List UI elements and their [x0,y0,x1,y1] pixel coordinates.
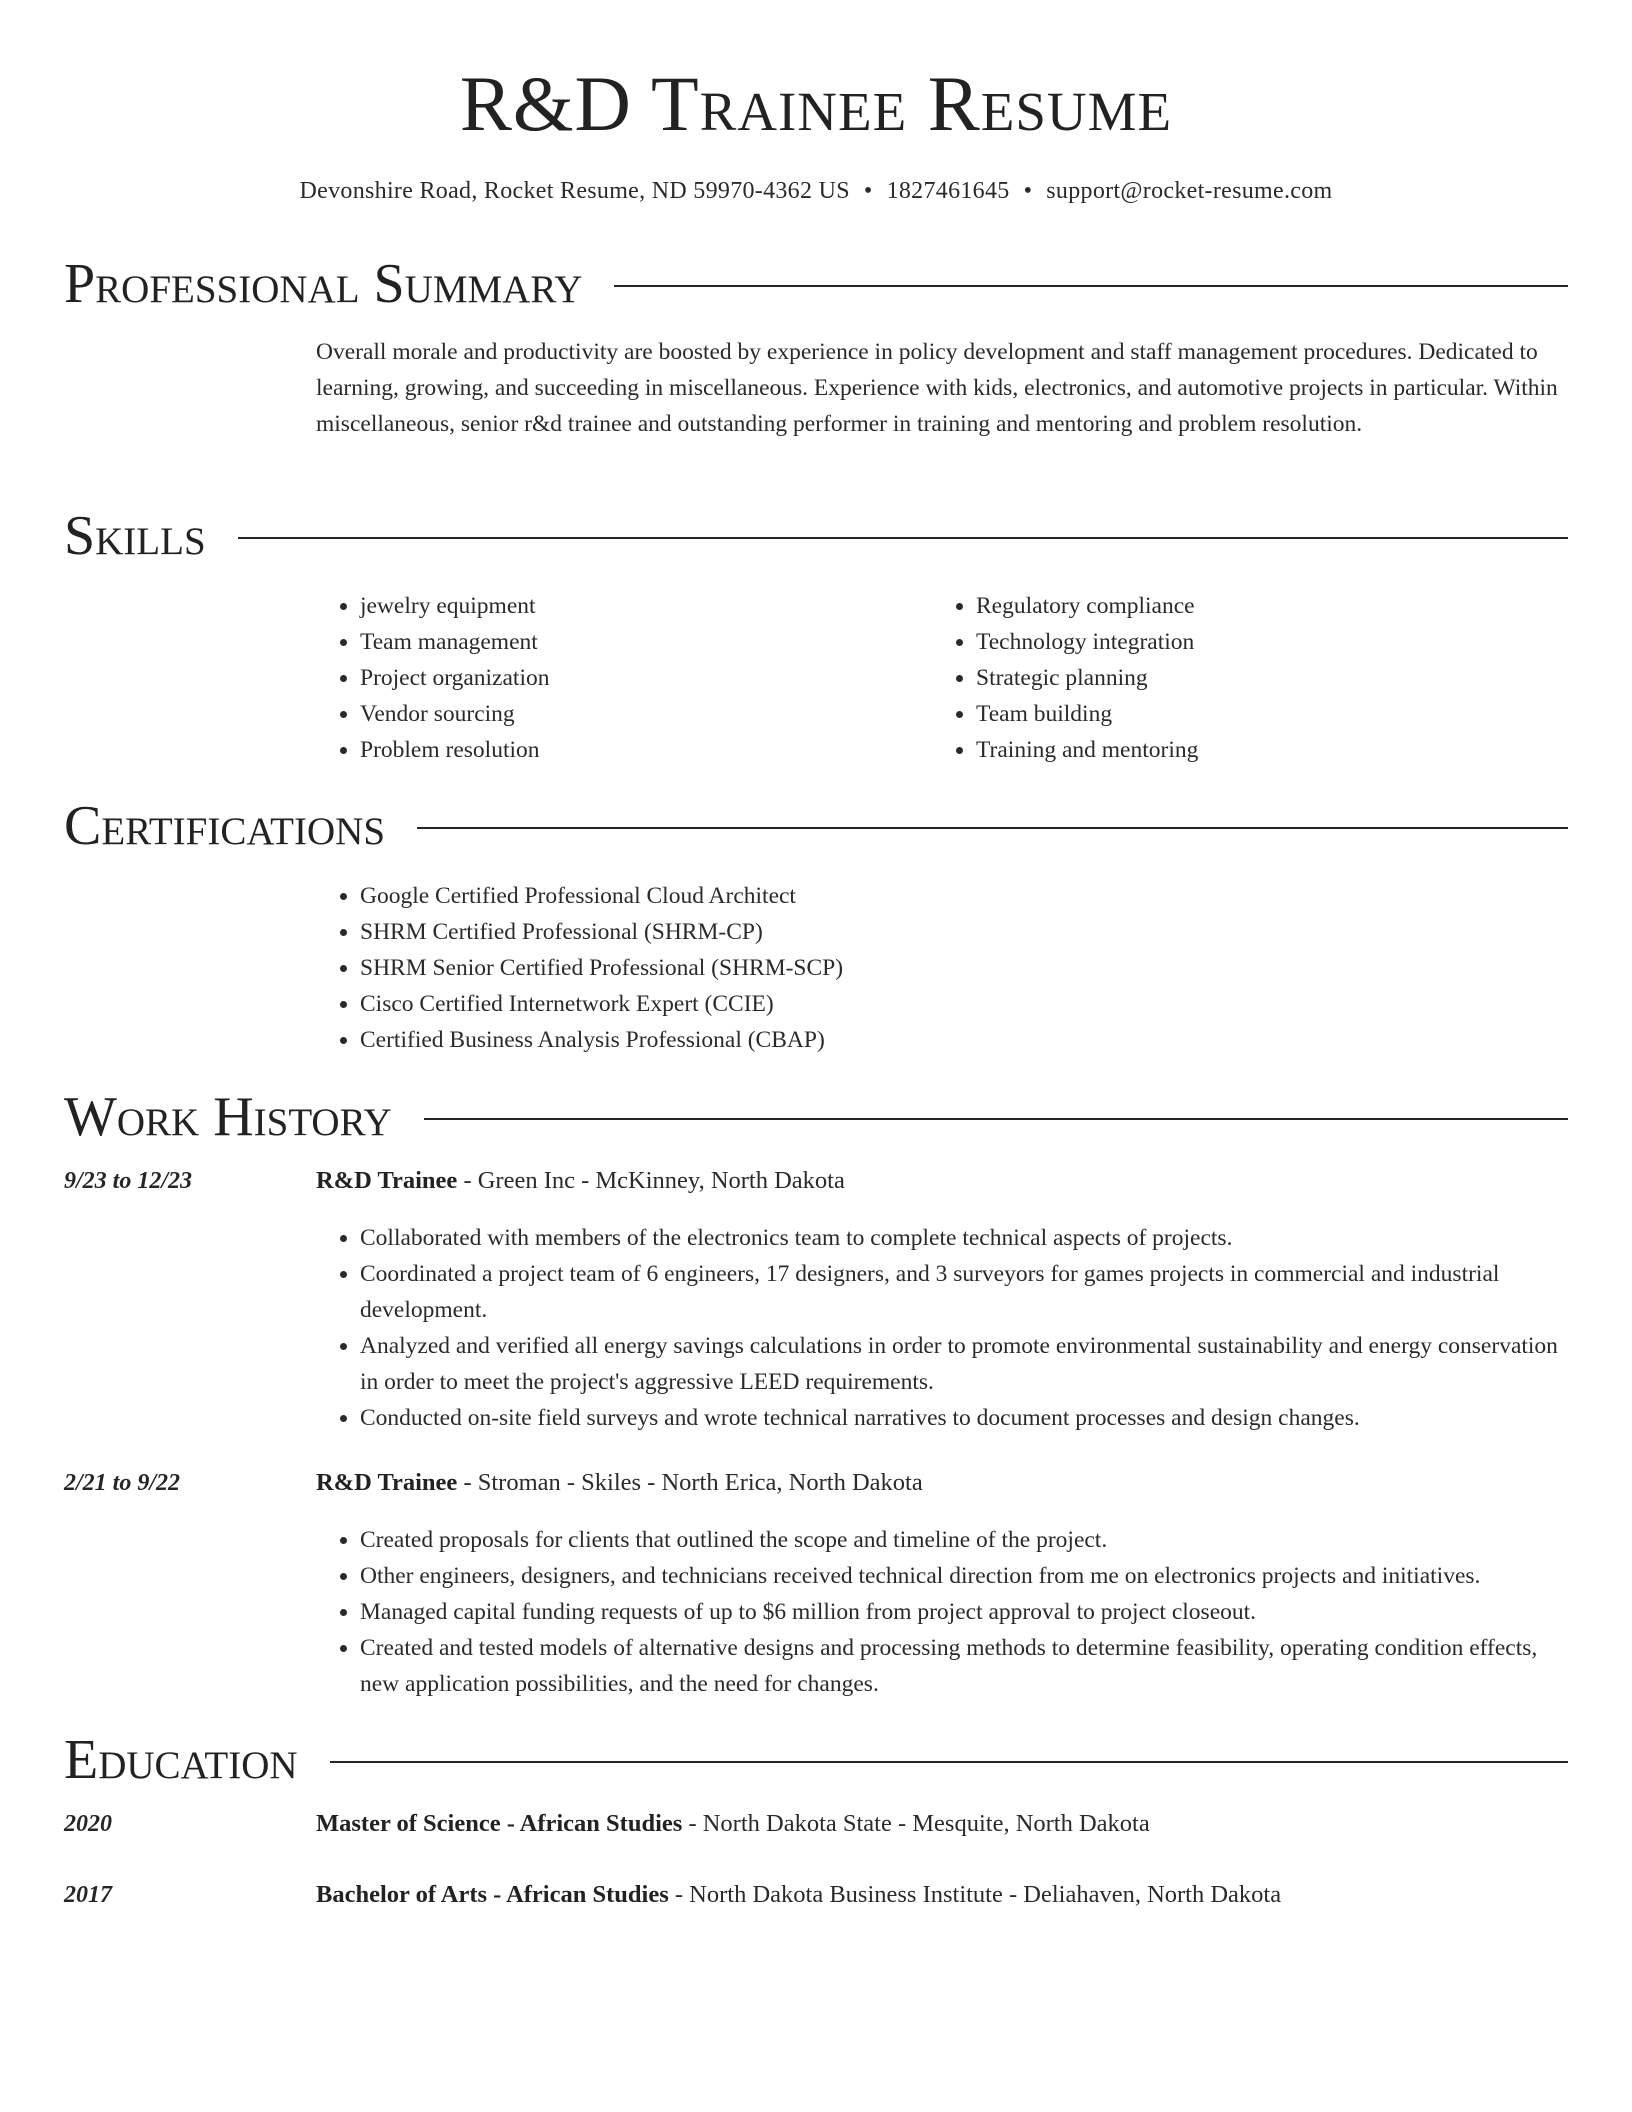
resume-title: R&D Trainee Resume [459,60,1173,147]
section-title: Skills [64,505,206,567]
certification-item: • Google Certified Professional Cloud Architect [360,878,1316,914]
education-year: 2020 [64,1811,112,1837]
section-title: Certifications [64,795,386,857]
job-dates: 2/21 to 9/22 [64,1470,181,1496]
school-location: - North Dakota Business Institute - Deliahaven, North Dakota [668,1881,1282,1908]
education-year: 2017 [64,1882,112,1908]
education-entry [316,1808,1568,1840]
certifications-section-header [64,794,1568,858]
job-bullet: • Conducted on-site field surveys and wrote technical narratives to document processes and design changes. [360,1400,1568,1436]
section-divider [614,285,1568,287]
job-bullet: • Coordinated a project team of 6 engineers, 17 designers, and 3 surveyors for games projects in commercial and industrial development. [360,1256,1568,1328]
job-bullet: • Collaborated with members of the electronics team to complete technical aspects of projects. [360,1220,1568,1256]
skill-item: • Project organization [360,660,876,696]
certification-item: • SHRM Certified Professional (SHRM-CP) [360,914,1316,950]
skill-item: • Vendor sourcing [360,696,876,732]
job-bullets [316,1220,1568,1436]
job-heading [316,1467,1568,1499]
summary-section-header [64,252,1568,316]
separator: • [863,178,873,204]
skill-item: • Problem resolution [360,732,876,768]
job-bullet: • Created and tested models of alternative designs and processing methods to determine feasibility, operating condition effects, new application possibilities, and the need for changes. [360,1630,1568,1702]
skill-item: • Team management [360,624,876,660]
degree: Bachelor of Arts - African Studies [316,1881,669,1908]
skills-column-right [932,588,1492,768]
email: support@rocket-resume.com [1046,178,1333,204]
summary-text: Overall morale and productivity are boosted by experience in policy development and staff management procedures. Dedicated to learning, growing, and succeeding in miscellaneous. Experience with kids, electronics, and automotive projects in particular. Within miscellaneous, senior r&d trainee and outstanding performer in training and mentoring and problem resolution. [316,339,1558,437]
section-title: Education [64,1729,298,1791]
section-divider [424,1118,1568,1120]
job-bullet: • Other engineers, designers, and technicians received technical direction from me on electronics projects and initiatives. [360,1558,1568,1594]
job-company-location: - Green Inc - McKinney, North Dakota [457,1167,845,1194]
job-bullets [316,1522,1568,1702]
job-bullet: • Analyzed and verified all energy savings calculations in order to promote environmental sustainability and energy conservation in order to meet the project's aggressive LEED requirements. [360,1328,1568,1400]
education-entry [316,1879,1568,1911]
school-location: - North Dakota State - Mesquite, North Dakota [682,1810,1150,1837]
section-divider [238,537,1568,539]
job-bullet: • Created proposals for clients that outlined the scope and timeline of the project. [360,1522,1568,1558]
certification-item: • Cisco Certified Internetwork Expert (CCIE) [360,986,1316,1022]
skill-item: • Strategic planning [976,660,1492,696]
skill-item: • Technology integration [976,624,1492,660]
work-history-section-header [64,1085,1568,1149]
section-divider [417,827,1568,829]
education-section-header [64,1728,1568,1792]
certifications-list [316,878,1316,1058]
skill-item: • Team building [976,696,1492,732]
skill-item: • jewelry equipment [360,588,876,624]
job-bullet: • Managed capital funding requests of up to $6 million from project approval to project closeout. [360,1594,1568,1630]
phone: 1827461645 [886,178,1010,204]
job-heading [316,1165,1568,1197]
section-title: Work History [64,1086,392,1148]
separator: • [1023,178,1033,204]
skill-item: • Regulatory compliance [976,588,1492,624]
contact-line [0,176,1632,206]
certification-item: • SHRM Senior Certified Professional (SHRM-SCP) [360,950,1316,986]
degree: Master of Science - African Studies [316,1810,683,1837]
job-title: R&D Trainee [316,1469,458,1496]
skill-item: • Training and mentoring [976,732,1492,768]
skills-column-left [316,588,876,768]
address: Devonshire Road, Rocket Resume, ND 59970-4362 US [299,178,850,204]
skills-section-header [64,504,1568,568]
section-divider [330,1761,1568,1763]
certification-item: • Certified Business Analysis Professional (CBAP) [360,1022,1316,1058]
job-company-location: - Stroman - Skiles - North Erica, North Dakota [457,1469,923,1496]
section-title: Professional Summary [64,253,583,315]
job-dates: 9/23 to 12/23 [64,1168,193,1194]
job-title: R&D Trainee [316,1167,458,1194]
